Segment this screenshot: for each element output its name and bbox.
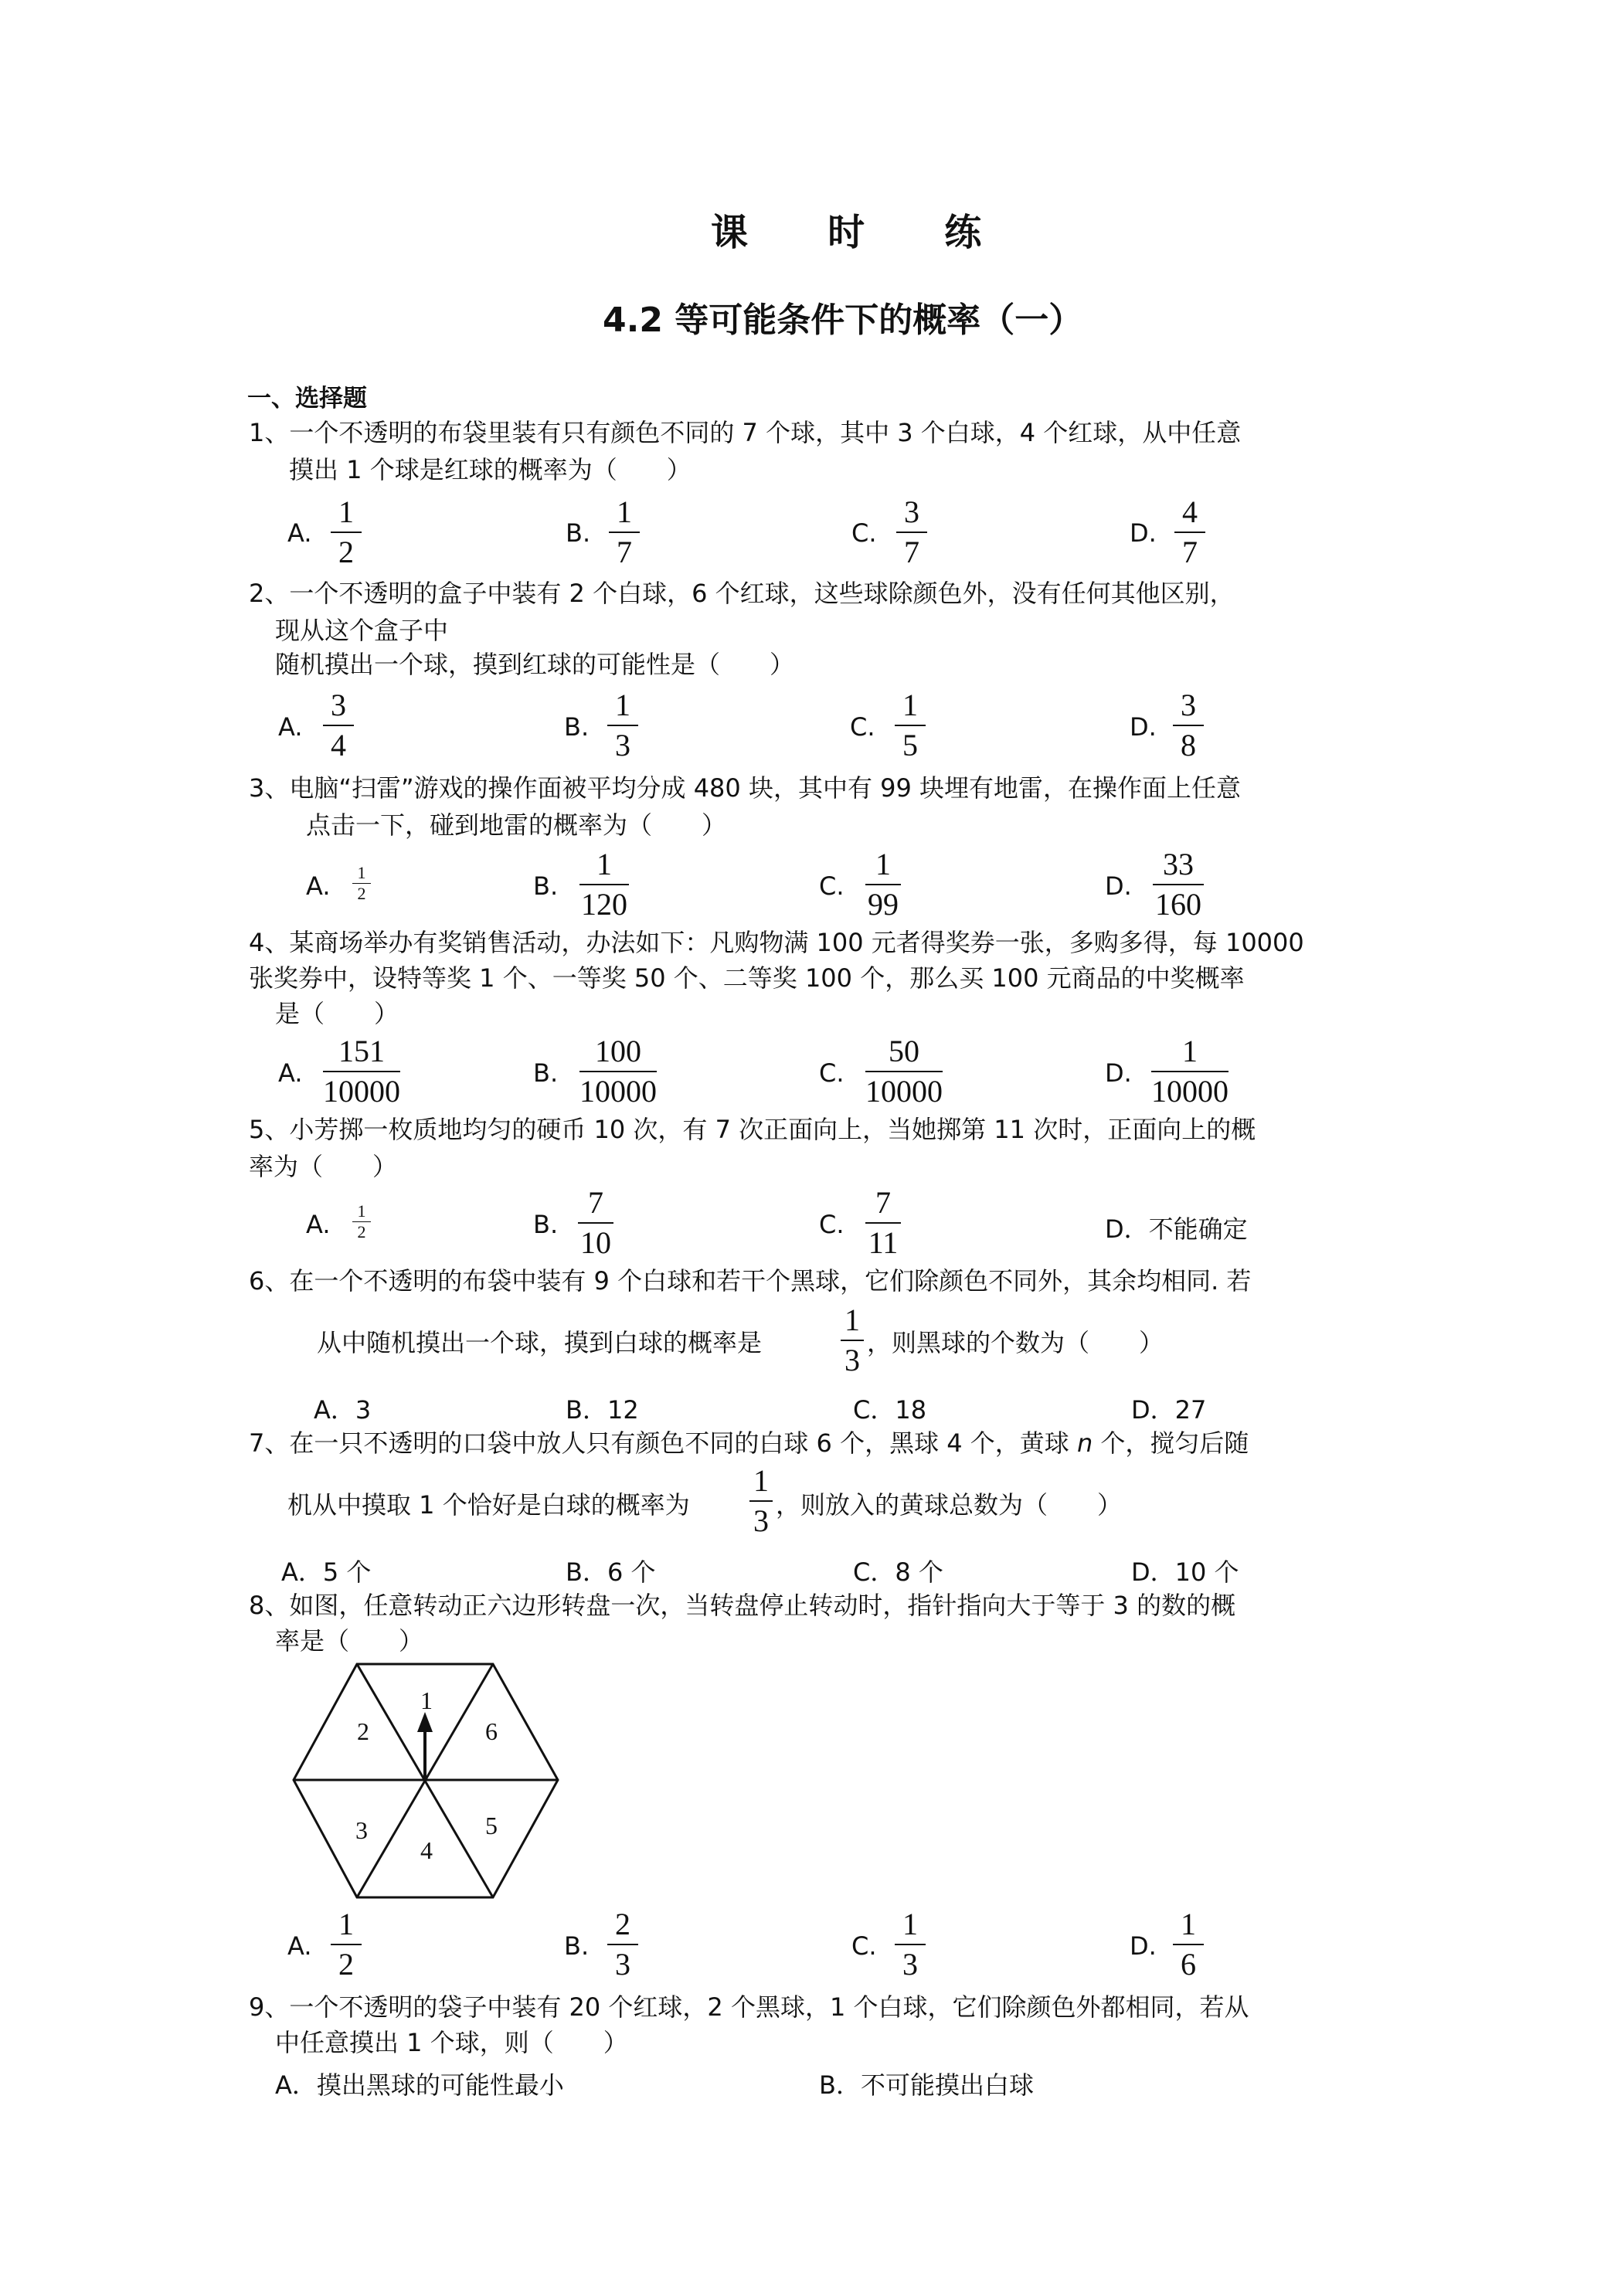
numerator: 1 — [615, 688, 630, 722]
option-a: A．摸出黑球的可能性最小 — [275, 2070, 564, 2100]
numerator: 100 — [595, 1034, 641, 1068]
question-text: 3、电脑“扫雷”游戏的操作面被平均分成 480 块，其中有 99 块埋有地雷，在操作面上任意 — [249, 773, 1242, 803]
sector-label: 3 — [355, 1816, 368, 1844]
numerator: 7 — [588, 1185, 603, 1220]
option-c: C．18 — [853, 1395, 927, 1425]
option-a-label: A. — [306, 1210, 331, 1239]
option-a-label: A. — [306, 871, 331, 901]
hexagon-spinner-diagram — [291, 1661, 561, 1900]
option-d-fraction — [1173, 1907, 1204, 1982]
option-a-fraction — [352, 864, 371, 903]
question-text: 率是（ ） — [275, 1626, 424, 1656]
option-c-label: C. — [819, 871, 844, 901]
option-c: C．8 个 — [853, 1557, 943, 1587]
numerator: 1 — [357, 863, 366, 882]
numerator: 1 — [357, 1201, 366, 1221]
question-text: 4、某商场举办有奖销售活动，办法如下：凡购物满 100 元者得奖券一张，多购多得，每 10000 — [249, 928, 1304, 957]
sector-label: 2 — [357, 1717, 369, 1745]
question-text: 现从这个盒子中 — [275, 616, 449, 645]
option-c-label: C. — [851, 1931, 877, 1961]
option-a-label: A. — [278, 1058, 303, 1088]
numerator: 3 — [331, 688, 346, 722]
question-text: ，则黑球的个数为（ ） — [867, 1328, 1164, 1357]
option-b-label: B. — [533, 1058, 559, 1088]
option-a-fraction — [352, 1202, 371, 1241]
numerator: 1 — [1181, 1907, 1196, 1941]
option-d-label: D. — [1130, 712, 1157, 742]
option-b-label: B. — [533, 1210, 559, 1239]
option-c-label: C. — [819, 1058, 844, 1088]
denominator: 10000 — [1151, 1074, 1228, 1109]
option-b: B．6 个 — [566, 1557, 656, 1587]
option-a-fraction — [323, 688, 354, 763]
option-c-fraction — [865, 1034, 943, 1109]
denominator: 10000 — [865, 1074, 943, 1109]
denominator: 2 — [357, 1222, 366, 1241]
numerator: 3 — [1181, 688, 1196, 722]
question-text: 8、如图，任意转动正六边形转盘一次，当转盘停止转动时，指针指向大于等于 3 的数的概 — [249, 1591, 1236, 1620]
numerator: 1 — [902, 688, 918, 722]
question-text: 5、小芳掷一枚质地均匀的硬币 10 次，有 7 次正面向上，当她掷第 11 次时，正面向上的概 — [249, 1115, 1256, 1144]
option-c-label: C. — [850, 712, 875, 742]
numerator: 3 — [904, 494, 919, 529]
numerator: 4 — [1182, 494, 1198, 529]
option-a: A．5 个 — [281, 1557, 372, 1587]
option-c-fraction — [865, 1185, 901, 1261]
option-a-label: A. — [287, 518, 312, 548]
option-d-label: D. — [1130, 518, 1157, 548]
denominator: 4 — [331, 728, 346, 763]
numerator: 1 — [1182, 1034, 1198, 1068]
option-a-fraction — [331, 1907, 362, 1982]
question-text-part: 个，搅匀后随 — [1100, 1428, 1249, 1458]
denominator: 10000 — [579, 1074, 657, 1109]
numerator: 1 — [753, 1463, 769, 1498]
option-a-fraction — [331, 494, 362, 570]
numerator: 1 — [338, 494, 354, 529]
denominator: 10 — [580, 1225, 611, 1260]
denominator: 160 — [1155, 887, 1201, 922]
denominator: 3 — [902, 1947, 918, 1982]
denominator: 6 — [1181, 1947, 1196, 1982]
option-b-fraction — [609, 494, 640, 570]
question-text: 张奖券中，设特等奖 1 个、一等奖 50 个、二等奖 100 个，那么买 100 元商品的中奖概率 — [249, 963, 1245, 993]
option-c-fraction — [865, 847, 901, 922]
pointer-arrow-icon — [417, 1712, 433, 1732]
sector-label: 1 — [420, 1686, 433, 1714]
numerator: 1 — [875, 847, 891, 881]
denominator: 7 — [1182, 535, 1198, 569]
option-c-fraction — [895, 1907, 926, 1982]
sector-label: 6 — [485, 1717, 498, 1745]
sector-label: 4 — [420, 1836, 433, 1864]
question-text: 1、一个不透明的布袋里装有只有颜色不同的 7 个球，其中 3 个白球，4 个红球，从中任意 — [249, 418, 1242, 447]
option-b: B．12 — [566, 1395, 639, 1425]
denominator: 11 — [868, 1225, 899, 1260]
question-text: 2、一个不透明的盒子中装有 2 个白球，6 个红球，这些球除颜色外，没有任何其他区别， — [249, 579, 1235, 608]
numerator: 1 — [617, 494, 632, 529]
option-a-fraction — [323, 1034, 400, 1109]
question-text: 点击一下，碰到地雷的概率为（ ） — [306, 810, 727, 840]
option-d-fraction — [1151, 1034, 1228, 1109]
option-b-label: B. — [564, 1931, 590, 1961]
question-text: 机从中摸取 1 个恰好是白球的概率为 — [287, 1490, 690, 1520]
denominator: 5 — [902, 728, 918, 763]
option-b: B．不可能摸出白球 — [819, 2070, 1034, 2100]
option-a-label: A. — [287, 1931, 312, 1961]
numerator: 2 — [615, 1907, 630, 1941]
numerator: 33 — [1163, 847, 1194, 881]
denominator: 3 — [615, 728, 630, 763]
option-b-fraction — [579, 1034, 657, 1109]
numerator: 151 — [338, 1034, 385, 1068]
option-c-label: C. — [819, 1210, 844, 1239]
denominator: 120 — [581, 887, 627, 922]
option-b-label: B. — [566, 518, 591, 548]
numerator: 1 — [844, 1303, 860, 1337]
numerator: 1 — [338, 1907, 354, 1941]
denominator: 7 — [617, 535, 632, 569]
option-b-fraction — [579, 847, 629, 922]
inline-fraction — [749, 1463, 773, 1539]
denominator: 8 — [1181, 728, 1196, 763]
option-c-label: C. — [851, 518, 877, 548]
option-d: D．10 个 — [1131, 1557, 1239, 1587]
numerator: 1 — [596, 847, 612, 881]
sector-label: 5 — [485, 1812, 498, 1839]
option-a-label: A. — [278, 712, 303, 742]
numerator: 50 — [889, 1034, 919, 1068]
denominator: 99 — [868, 887, 899, 922]
question-text: ，则放入的黄球总数为（ ） — [776, 1490, 1123, 1520]
option-d-fraction — [1174, 494, 1205, 570]
option-d: D．27 — [1131, 1395, 1207, 1425]
section-heading: 一、选择题 — [247, 385, 367, 413]
denominator: 3 — [615, 1947, 630, 1982]
numerator: 1 — [902, 1907, 918, 1941]
question-text: 随机摸出一个球，摸到红球的可能性是（ ） — [275, 650, 795, 679]
option-d-fraction — [1173, 688, 1204, 763]
question-text-part: 7、在一只不透明的口袋中放人只有颜色不同的白球 6 个，黑球 4 个，黄球 — [249, 1428, 1069, 1458]
option-b-label: B. — [533, 871, 559, 901]
inline-fraction — [841, 1303, 864, 1378]
option-d-label: D. — [1105, 1058, 1132, 1088]
question-text: 从中随机摸出一个球，摸到白球的概率是 — [317, 1328, 763, 1357]
option-b-fraction — [607, 1907, 638, 1982]
denominator: 2 — [338, 535, 354, 569]
option-b-fraction — [607, 688, 638, 763]
option-a: A．3 — [314, 1395, 372, 1425]
denominator: 10000 — [323, 1074, 400, 1109]
denominator: 7 — [904, 535, 919, 569]
question-text — [249, 1426, 1249, 1460]
question-text: 中任意摸出 1 个球，则（ ） — [275, 2028, 628, 2057]
question-text: 率为（ ） — [249, 1152, 398, 1181]
denominator: 3 — [844, 1343, 860, 1377]
question-text: 是（ ） — [275, 999, 399, 1028]
option-b-label: B. — [564, 712, 590, 742]
option-d-label: D. — [1130, 1931, 1157, 1961]
page-title: 课 时 练 — [711, 211, 1015, 254]
page-subtitle: 4.2 等可能条件下的概率（一） — [603, 301, 1083, 340]
question-text: 摸出 1 个球是红球的概率为（ ） — [289, 455, 692, 484]
option-d-text: D．不能确定 — [1105, 1214, 1248, 1244]
denominator: 2 — [357, 884, 366, 903]
option-c-fraction — [895, 688, 926, 763]
option-b-fraction — [578, 1185, 613, 1261]
option-d-fraction — [1153, 847, 1204, 922]
option-c-fraction — [896, 494, 927, 570]
question-text: 6、在一个不透明的布袋中装有 9 个白球和若干个黑球，它们除颜色不同外，其余均相同. 若 — [249, 1266, 1252, 1296]
numerator: 7 — [875, 1185, 891, 1220]
variable-n: n — [1076, 1428, 1093, 1458]
denominator: 2 — [338, 1947, 354, 1982]
option-d-label: D. — [1105, 871, 1132, 901]
denominator: 3 — [753, 1503, 769, 1538]
question-text: 9、一个不透明的袋子中装有 20 个红球，2 个黑球，1 个白球，它们除颜色外都相同，若从 — [249, 1992, 1249, 2022]
